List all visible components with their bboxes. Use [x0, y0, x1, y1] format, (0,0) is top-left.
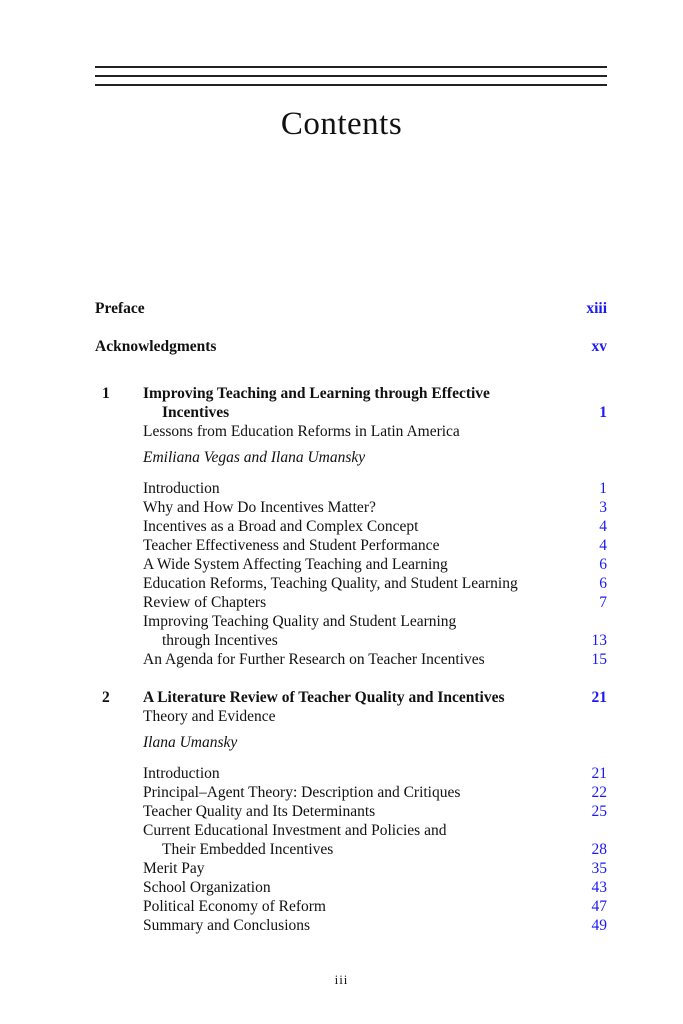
toc-entry-page[interactable]: 6	[599, 556, 607, 573]
chapter-2-title[interactable]: A Literature Review of Teacher Quality and Incentives	[143, 689, 505, 706]
toc-entry[interactable]: Political Economy of Reform	[143, 898, 326, 915]
toc-entry-page[interactable]: 15	[591, 651, 607, 668]
toc-entry-page[interactable]: 6	[599, 575, 607, 592]
toc-entry[interactable]: An Agenda for Further Research on Teacher Incentives	[143, 651, 485, 668]
toc-entry[interactable]: Teacher Quality and Its Determinants	[143, 803, 376, 820]
toc-entry[interactable]: Teacher Effectiveness and Student Performance	[143, 537, 440, 554]
toc-entry[interactable]: Improving Teaching Quality and Student Learning	[143, 613, 457, 630]
chapter-1-subtitle: Lessons from Education Reforms in Latin America	[143, 423, 460, 440]
top-rule-3	[95, 84, 607, 86]
toc-entry-page[interactable]: 3	[599, 499, 607, 516]
toc-entry-page[interactable]: 7	[599, 594, 607, 611]
toc-entry-cont[interactable]: Their Embedded Incentives	[162, 841, 334, 858]
chapter-2-subtitle: Theory and Evidence	[143, 708, 276, 725]
toc-entry-page[interactable]: 4	[599, 537, 607, 554]
toc-entry[interactable]: Review of Chapters	[143, 594, 267, 611]
chapter-1-number: 1	[102, 385, 110, 402]
chapter-1-page[interactable]: 1	[599, 404, 607, 421]
toc-entry[interactable]: Why and How Do Incentives Matter?	[143, 499, 376, 516]
toc-entry-page[interactable]: 1	[599, 480, 607, 497]
toc-entry-page[interactable]: 21	[591, 765, 607, 782]
toc-entry[interactable]: Merit Pay	[143, 860, 205, 877]
top-rule-1	[95, 66, 607, 68]
toc-entry[interactable]: Principal–Agent Theory: Description and Critiques	[143, 784, 461, 801]
chapter-2-page[interactable]: 21	[591, 689, 607, 706]
toc-preface-label[interactable]: Preface	[95, 300, 145, 317]
page-number: iii	[334, 972, 349, 987]
toc-entry[interactable]: School Organization	[143, 879, 271, 896]
toc-entry-page[interactable]: 28	[591, 841, 607, 858]
toc-entry[interactable]: Summary and Conclusions	[143, 917, 311, 934]
toc-entry-page[interactable]: 35	[591, 860, 607, 877]
toc-acknowledgments-label[interactable]: Acknowledgments	[95, 338, 217, 355]
toc-entry-page[interactable]: 43	[591, 879, 607, 896]
chapter-1-authors: Emiliana Vegas and Ilana Umansky	[143, 449, 366, 466]
chapter-1-title[interactable]: Improving Teaching and Learning through Effective	[143, 385, 490, 402]
page-title: Contents	[280, 106, 403, 142]
toc-preface-page[interactable]: xiii	[586, 300, 607, 317]
toc-entry[interactable]: Education Reforms, Teaching Quality, and Student Learning	[143, 575, 518, 592]
toc-entry[interactable]: A Wide System Affecting Teaching and Learning	[143, 556, 448, 573]
chapter-1-title-cont[interactable]: Incentives	[162, 404, 230, 421]
top-rule-2	[95, 75, 607, 77]
toc-entry-page[interactable]: 47	[591, 898, 607, 915]
toc-entry-page[interactable]: 22	[591, 784, 607, 801]
toc-entry-page[interactable]: 49	[591, 917, 607, 934]
toc-entry-page[interactable]: 4	[599, 518, 607, 535]
toc-entry[interactable]: Introduction	[143, 765, 220, 782]
toc-entry-page[interactable]: 13	[591, 632, 607, 649]
toc-entry[interactable]: Introduction	[143, 480, 220, 497]
toc-entry[interactable]: Incentives as a Broad and Complex Concept	[143, 518, 419, 535]
toc-acknowledgments-page[interactable]: xv	[591, 338, 607, 355]
toc-entry-page[interactable]: 25	[591, 803, 607, 820]
chapter-2-authors: Ilana Umansky	[143, 734, 238, 751]
toc-entry[interactable]: Current Educational Investment and Policies and	[143, 822, 447, 839]
toc-entry-cont[interactable]: through Incentives	[162, 632, 278, 649]
chapter-2-number: 2	[102, 689, 110, 706]
